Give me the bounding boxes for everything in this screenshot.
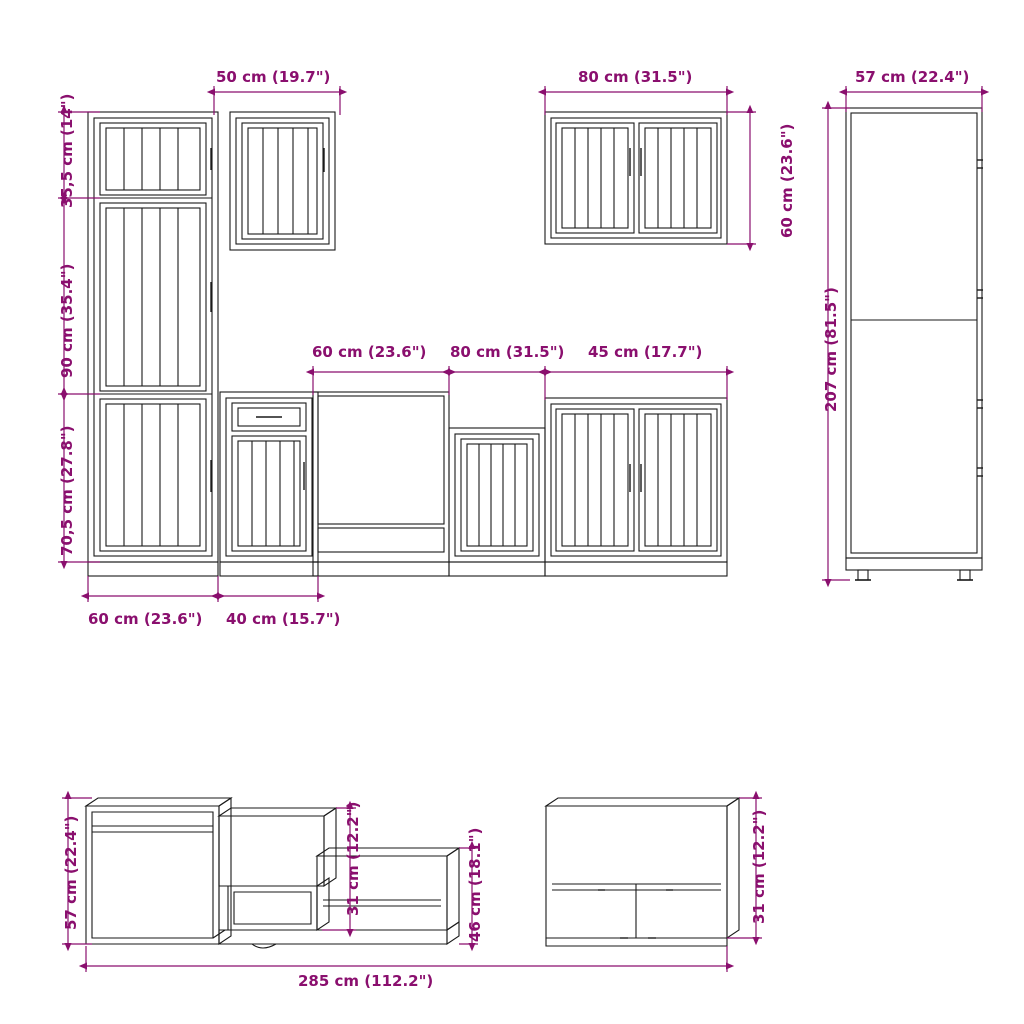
- dim-label-plan-shelf-left: 31 cm (12.2"): [344, 801, 362, 916]
- dim-label-drawer-cabinet-width: 40 cm (15.7"): [226, 610, 341, 628]
- dim-label-sink-cabinet-width: 60 cm (23.6"): [312, 343, 427, 361]
- dim-label-tall-section-height: 90 cm (35.4"): [58, 263, 76, 378]
- dim-label-plan-worktop-depth: 46 cm (18.1"): [466, 827, 484, 942]
- dim-label-base-cabinet-height: 70,5 cm (27.8"): [58, 425, 76, 556]
- dim-label-dishwasher-width: 80 cm (31.5"): [450, 343, 565, 361]
- dimension-lines: [58, 86, 982, 972]
- dim-label-wall-double-width: 80 cm (31.5"): [578, 68, 693, 86]
- dim-label-wall-double-height: 60 cm (23.6"): [778, 123, 796, 238]
- dim-label-plan-depth: 57 cm (22.4"): [62, 815, 80, 930]
- dim-label-base-left-width: 60 cm (23.6"): [88, 610, 203, 628]
- dim-label-larder-height: 207 cm (81.5"): [822, 287, 840, 412]
- dim-label-larder-width: 57 cm (22.4"): [855, 68, 970, 86]
- dim-label-upper-cabinet-height: 35,5 cm (14"): [58, 93, 76, 208]
- cabinet-outlines: [86, 108, 983, 948]
- dim-label-plan-shelf-right: 31 cm (12.2"): [750, 809, 768, 924]
- dim-label-plan-total-width: 285 cm (112.2"): [298, 972, 434, 990]
- dim-label-base-right-width: 45 cm (17.7"): [588, 343, 703, 361]
- dim-label-wall-cabinet-width: 50 cm (19.7"): [216, 68, 331, 86]
